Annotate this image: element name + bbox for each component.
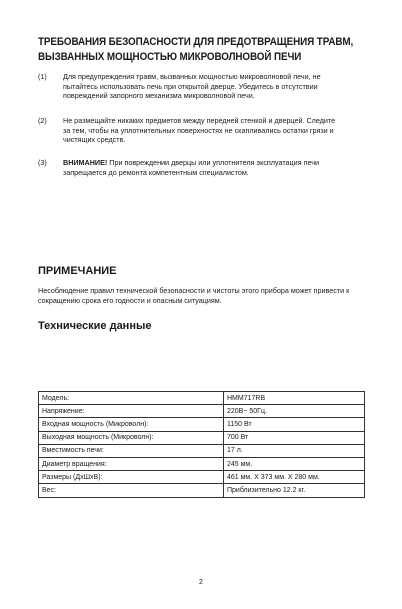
table-row — [39, 444, 365, 457]
warning-label: ВНИМАНИЕ! — [63, 158, 108, 167]
note-text-line: сокращению срока его годности и опасным ситуациям. — [38, 295, 222, 305]
spec-label: Модель: — [39, 392, 224, 405]
spec-label: Напряжение: — [39, 405, 224, 418]
safety-title — [38, 35, 354, 64]
table-row — [39, 418, 365, 431]
tech-specs-heading: Технические данные — [38, 320, 152, 332]
item-text-line: повреждений запорного механизма микроволновой печи. — [63, 91, 255, 101]
spec-value: 220В~ 50Гц. — [224, 405, 365, 418]
table-row — [39, 457, 365, 470]
item-text-line: запрещается до ремонта компетентным специалистом. — [63, 167, 249, 177]
spec-label: Выходная мощность (Микроволн): — [39, 431, 224, 444]
item-number: (3) — [38, 158, 47, 167]
table-row — [39, 405, 365, 418]
safety-item-2 — [38, 116, 372, 145]
spec-label: Входная мощность (Микроволн): — [39, 418, 224, 431]
safety-title-line-2: ВЫЗВАННЫХ МОЩНОСТЬЮ МИКРОВОЛНОВОЙ ПЕЧИ — [38, 50, 302, 63]
spec-label: Вместимость печи: — [39, 444, 224, 457]
note-text-line: Несоблюдение правил технической безопасности и чистоты этого прибора может привести к — [38, 286, 350, 295]
spec-label: Диаметр вращения: — [39, 457, 224, 470]
spec-value: 245 мм. — [224, 457, 365, 470]
warning-text: При повреждении дверцы или уплотнителя эксплуатация печи — [107, 158, 319, 167]
item-text-line: Не размещайте никаких предметов между передней стенкой и дверцей. Следите — [63, 116, 336, 125]
item-number: (1) — [38, 72, 47, 81]
spec-value: 461 мм. X 373 мм. X 280 мм. — [224, 471, 365, 484]
safety-item-3 — [38, 158, 372, 177]
item-text-line: Для предупреждения травм, вызванных мощностью микроволновой печи, не — [63, 72, 321, 81]
item-number: (2) — [38, 116, 47, 125]
spec-value: 1150 Вт — [224, 418, 365, 431]
table-row — [39, 484, 365, 497]
note-text — [38, 286, 368, 305]
table-row — [39, 431, 365, 444]
note-heading: ПРИМЕЧАНИЕ — [38, 265, 117, 277]
item-text — [63, 158, 372, 177]
spec-value: 700 Вт — [224, 431, 365, 444]
spec-value: HMM717RB — [224, 392, 365, 405]
safety-title-line-1: ТРЕБОВАНИЯ БЕЗОПАСНОСТИ ДЛЯ ПРЕДОТВРАЩЕНИЯ ТРАВМ, — [38, 36, 354, 48]
table-row — [39, 392, 365, 405]
item-text-line: за тем, чтобы на уплотнительных поверхностях не скапливались остатки грязи и — [63, 125, 334, 135]
page-number: 2 — [199, 579, 203, 586]
spec-label: Вес: — [39, 484, 224, 497]
safety-item-1 — [38, 72, 372, 101]
spec-label: Размеры (ДxШxВ): — [39, 471, 224, 484]
item-text — [63, 116, 372, 145]
item-text-line — [63, 158, 372, 168]
table-row — [39, 471, 365, 484]
spec-value: 17 л. — [224, 444, 365, 457]
tech-specs-table — [38, 391, 365, 498]
item-text-line: пытайтесь использовать печь при открытой дверце. Убедитесь в отсутствии — [63, 81, 318, 91]
spec-value: Приблизительно 12.2 кг. — [224, 484, 365, 497]
item-text-line: чистящих средств. — [63, 135, 126, 145]
item-text — [63, 72, 372, 101]
